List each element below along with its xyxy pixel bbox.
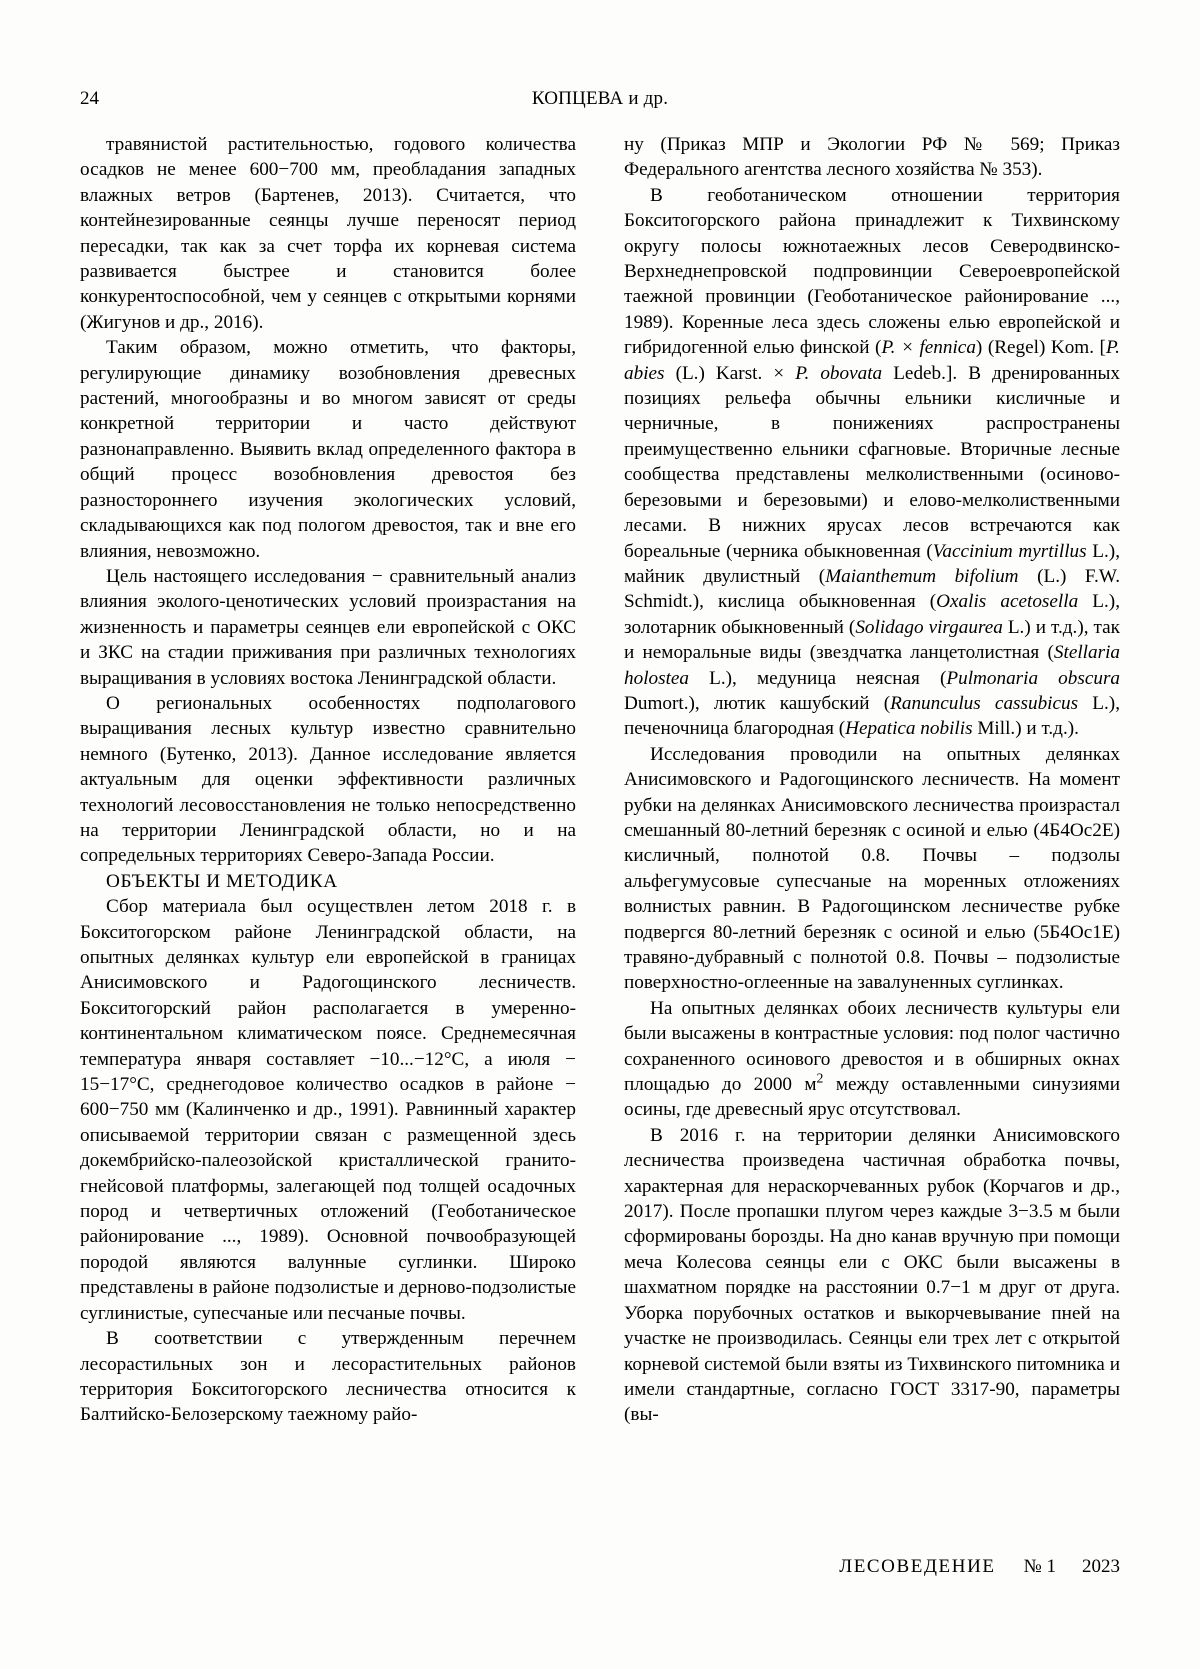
paragraph: В соответствии с утвержденным перечнем лесорастильных зон и лесорастительных районов территория Бокситогорского лесничества относится к Балтийско-Белозерскому таежному райо- [80,1328,576,1426]
page-footer [80,1556,1120,1578]
text-run: (L.) F.W. Schmidt.), кислица обыкновенная ( [624,565,1120,613]
species-name: P. obovata [795,362,883,384]
text-run: L.), майник двулистный ( [624,540,1120,587]
species-name: P. abies [624,337,1120,384]
text-run: ) (Regel) Kom. [ [975,337,1106,359]
text-run: L.), печеночница благородная ( [624,692,1120,740]
paragraph-continuation: ну (Приказ МПР и Экологии РФ № 569; Приказ Федерального агентства лесного хозяйства № 353). [624,134,1120,181]
two-column-body [80,132,1120,1428]
superscript: 2 [816,1070,824,1086]
species-name: P. × fennica [881,337,976,359]
page-number: 24 [80,88,99,109]
species-name: Hepatica nobilis [845,718,973,740]
text-run: L.), золотарник обыкновенный ( [624,591,1120,638]
paragraph: Цель настоящего исследования − сравнительный анализ влияния эколого-ценотических условий произрастания на жизненность и параметры сеянцев ели европейской с ОКС и ЗКС на стадии приживания при различных технологиях выращивания в условиях востока Ленинградской области. [80,565,576,689]
species-name: Maianthemum bifolium [825,565,1019,587]
text-run: между оставленными синузиями осины, где древесный ярус отсутствовал. [624,1074,1121,1121]
journal-name: ЛЕСОВЕДЕНИЕ [839,1556,996,1577]
running-title: КОПЦЕВА и др. [531,88,669,109]
paragraph: Исследования проводили на опытных делянках Анисимовского и Радогощинского лесничеств. На момент рубки на делянках Анисимовского лесничества произрастал смешанный 80-летний березняк с осиной и елью (4Б4Ос2Е) кисличный, полнотой 0.8. Почвы – подзолы альфегумусовые супесчаные на моренных отложениях волнистых равнин. В Радогощинском лесничестве рубке подвергся 80-летний березняк с осиной и елью (5Б4Ос1Е) травяно-дубравный с полнотой 0.8. Почвы – подзолистые поверхностно-оглеенные на завалуненных суглинках. [624,743,1120,994]
species-name: Stellaria holostea [624,642,1120,689]
right-column [624,132,1120,1428]
species-name: Vaccinium myrtillus [932,540,1087,562]
species-name: Ranunculus cassubicus [890,692,1079,714]
species-name: Pulmonaria obscura [946,667,1120,689]
issue-number: № 1 [1023,1556,1056,1577]
paragraph: В 2016 г. на территории делянки Анисимовского лесничества произведена частичная обработка почвы, характерная для нераскорчеванных рубок (Корчагов и др., 2017). После пропашки плугом через каждые 3−3.5 м были сформированы борозды. На дно канав вручную при помощи меча Колесова сеянцы ели с ОКС были высажены в шахматном порядке на расстоянии 0.7−1 м друг от друга. Уборка порубочных остатков и выкорчевывание пней на участке не производилась. Сеянцы ели трех лет с открытой корневой системой были взяты из Тихвинского питомника и имели стандартные, согласно ГОСТ 3317-90, параметры (вы- [624,1124,1120,1426]
paragraph: Сбор материала был осуществлен летом 2018 г. в Бокситогорском районе Ленинградской области, на опытных делянках культур ели европейской в границах Анисимовского и Радогощинского лесничеств. Бокситогорский район располагается в умеренно-континентальном климатическом поясе. Среднемесячная температура января составляет −10...−12°С, а июля − 15−17°С, среднегодовое количество осадков в районе − 600−750 мм (Калинченко и др., 1991). Равнинный характер описываемой территории связан с размещенной здесь докембрийско-палеозойской кристаллической гранито-гнейсовой платформы, залегающей под толщей осадочных пород и четвертичных отложений (Геоботаническое районирование ..., 1989). Основной почвообразующей породой являются валунные суглинки. Широко представлены в районе подзолистые и дерново-подзолистые суглинистые, супесчаные или песчаные почвы. [80,896,576,1324]
text-run: Dumort.), лютик кашубский ( [624,692,891,714]
species-name: Solidago virgaurea [855,616,1003,638]
publication-year: 2023 [1082,1556,1120,1577]
paragraph-with-superscript [624,996,1120,1123]
species-name: Oxalis acetosella [936,591,1079,613]
page-header [80,88,1120,112]
text-run: В геоботаническом отношении территория Бокситогорского района принадлежит к Тихвинскому округу полосы южнотаежных лесов Северодвинско-Верхнеднепровской подпровинции Североевропейской таежной провинции (Геоботаническое районирование ..., 1989). Коренные леса здесь сложены елью европейской и гибридогенной елью финской ( [624,184,1120,359]
paragraph: травянистой растительностью, годового количества осадков не менее 600−700 мм, преобладания западных влажных ветров (Бартенев, 2013). Считается, что контейнезированные сеянцы лучше переносят период пересадки, так как за счет торфа их корневая система развивается быстрее и становится более конкурентоспособной, чем у сеянцев с открытыми корнями (Жигунов и др., 2016). [80,134,576,333]
left-column [80,132,576,1428]
paragraph-geobotanical [624,183,1120,742]
text-run: На опытных делянках обоих лесничеств культуры ели были высажены в контрастные условия: под полог частично сохраненного осинового древостоя и в обширных окнах площадью до 2000 м [624,997,1120,1096]
text-run: (L.) Karst. × [664,362,796,384]
section-heading: ОБЪЕКТЫ И МЕТОДИКА [106,870,338,892]
text-run: Mill.) и т.д.). [972,718,1079,740]
text-run: Ledeb.]. В дренированных позициях рельефа обычны ельники кисличные и черничные, в понижениях распространены преимущественно ельники сфагновые. Вторичные лесные сообщества представлены мелколиственными (осиново-березовыми и березовыми) и елово-мелколиственными лесами. В нижних ярусах лесов встречаются как бореальные (черника обыкновенная ( [624,362,1120,562]
paragraph: О региональных особенностях подполагового выращивания лесных культур известно сравнительно немного (Бутенко, 2013). Данное исследование является актуальным для оценки эффективности различных технологий лесовосстановления не только непосредственно на территории Ленинградской области, но и на сопредельных территориях Северо-Запада России. [80,692,576,867]
paragraph: Таким образом, можно отметить, что факторы, регулирующие динамику возобновления древесных растений, многообразны и во многом зависят от среды конкретной территории и часто действуют разнонаправленно. Выявить вклад определенного фактора в общий процесс возобновления древостоя без разностороннего изучения экологических условий, складывающихся как под пологом древостоя, так и вне его влияния, невозможно. [80,337,576,562]
text-run: L.) и т.д.), так и неморальные виды (звездчатка ланцетолистная ( [624,616,1120,664]
text-run: L.), медуница неясная ( [689,667,947,689]
